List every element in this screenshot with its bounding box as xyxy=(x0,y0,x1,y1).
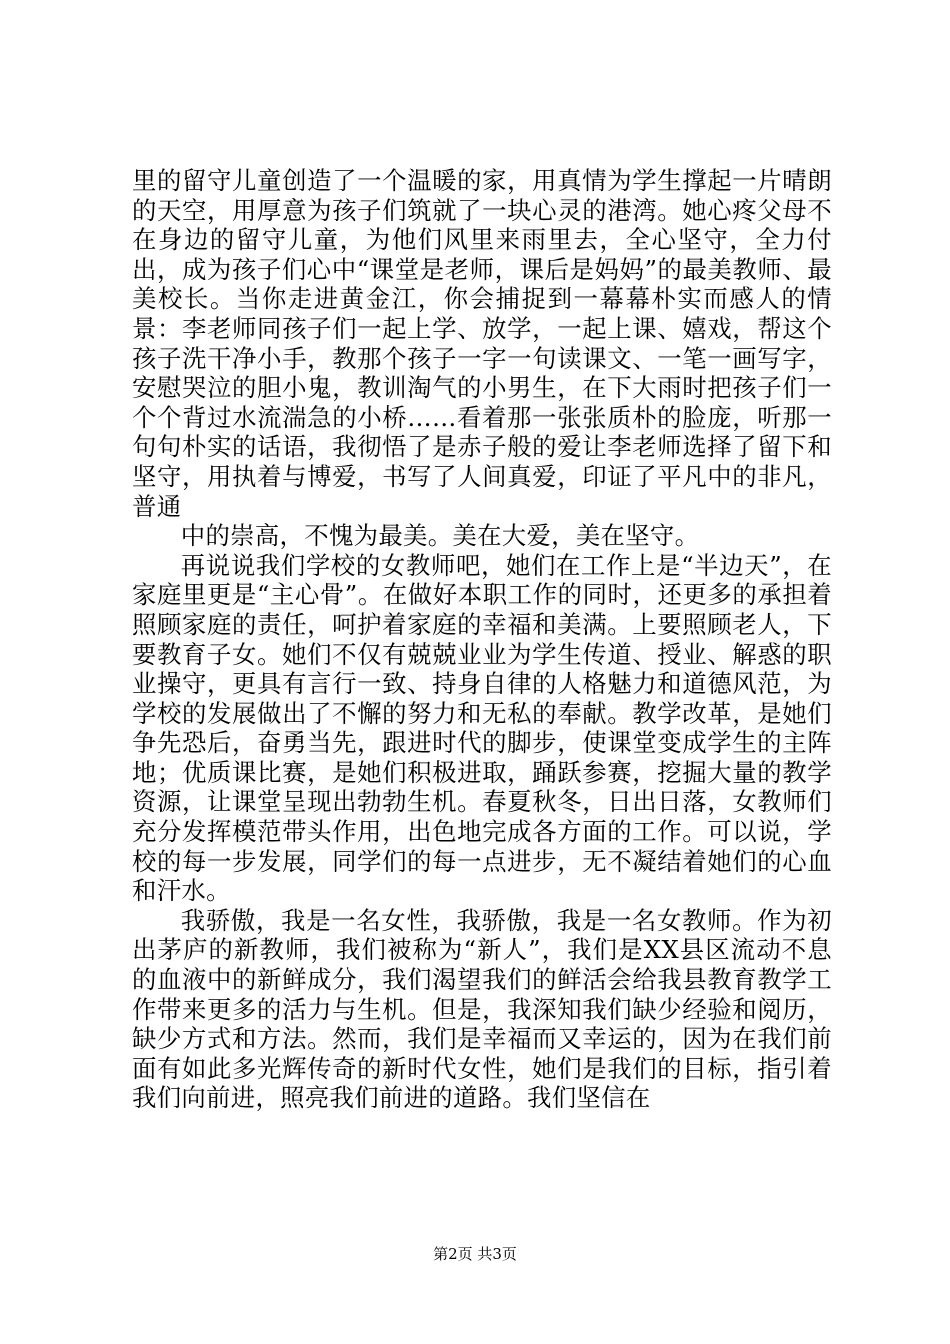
paragraph-2: 中的崇高，不愧为最美。美在大爱，美在坚守。 xyxy=(180,521,700,551)
paragraph-4: 我骄傲，我是一名女性，我骄傲，我是一名女教师。作为初出茅庐的新教师，我们被称为“新人”，我们是XX县区流动不息的血液中的新鲜成分，我们渴望我们的鲜活会给我县教育教学工作带来更多的活力与生机。但是，我深知我们缺少经验和阅历，缺少方式和方法。然而，我们是幸福而又幸运的，因为在我们前面有如此多光辉传奇的新时代女性，她们是我们的目标，指引着我们向前进，照亮我们前进的道路。我们坚信在 xyxy=(132,905,832,1113)
page-footer: 第2页 共3页 xyxy=(433,1245,517,1263)
paragraph-3: 再说说我们学校的女教师吧，她们在工作上是“半边天”，在家庭里更是“主心骨”。在做好本职工作的同时，还更多的承担着照顾家庭的责任，呵护着家庭的幸福和美满。上要照顾老人，下要教育子女。她们不仅有兢兢业业为学生传道、授业、解惑的职业操守，更具有言行一致、持身自律的人格魅力和道德风范，为学校的发展做出了不懈的努力和无私的奉献。教学改革，是她们争先恐后，奋勇当先，跟进时代的脚步，使课堂变成学生的主阵地；优质课比赛，是她们积极进取，踊跃参赛，挖掘大量的教学资源，让课堂呈现出勃勃生机。春夏秋冬，日出日落，女教师们充分发挥模范带头作用，出色地完成各方面的工作。可以说，学校的每一步发展，同学们的每一点进步，无不凝结着她们的心血和汗水。 xyxy=(132,550,832,906)
document-body xyxy=(132,166,832,1113)
paragraph-1: 里的留守儿童创造了一个温暖的家，用真情为学生撑起一片晴朗的天空，用厚意为孩子们筑就了一块心灵的港湾。她心疼父母不在身边的留守儿童，为他们风里来雨里去，全心坚守，全力付出，成为孩子们心中“课堂是老师，课后是妈妈”的最美教师、最美校长。当你走进黄金江，你会捕捉到一幕幕朴实而感人的情景：李老师同孩子们一起上学、放学，一起上课、嬉戏，帮这个孩子洗干净小手，教那个孩子一字一句读课文、一笔一画写字，安慰哭泣的胆小鬼，教训淘气的小男生，在下大雨时把孩子们一个个背过水流湍急的小桥……看着那一张张质朴的脸庞，听那一句句朴实的话语，我彻悟了是赤子般的爱让李老师选择了留下和坚守，用执着与博爱，书写了人间真爱，印证了平凡中的非凡，普通 xyxy=(132,166,832,521)
